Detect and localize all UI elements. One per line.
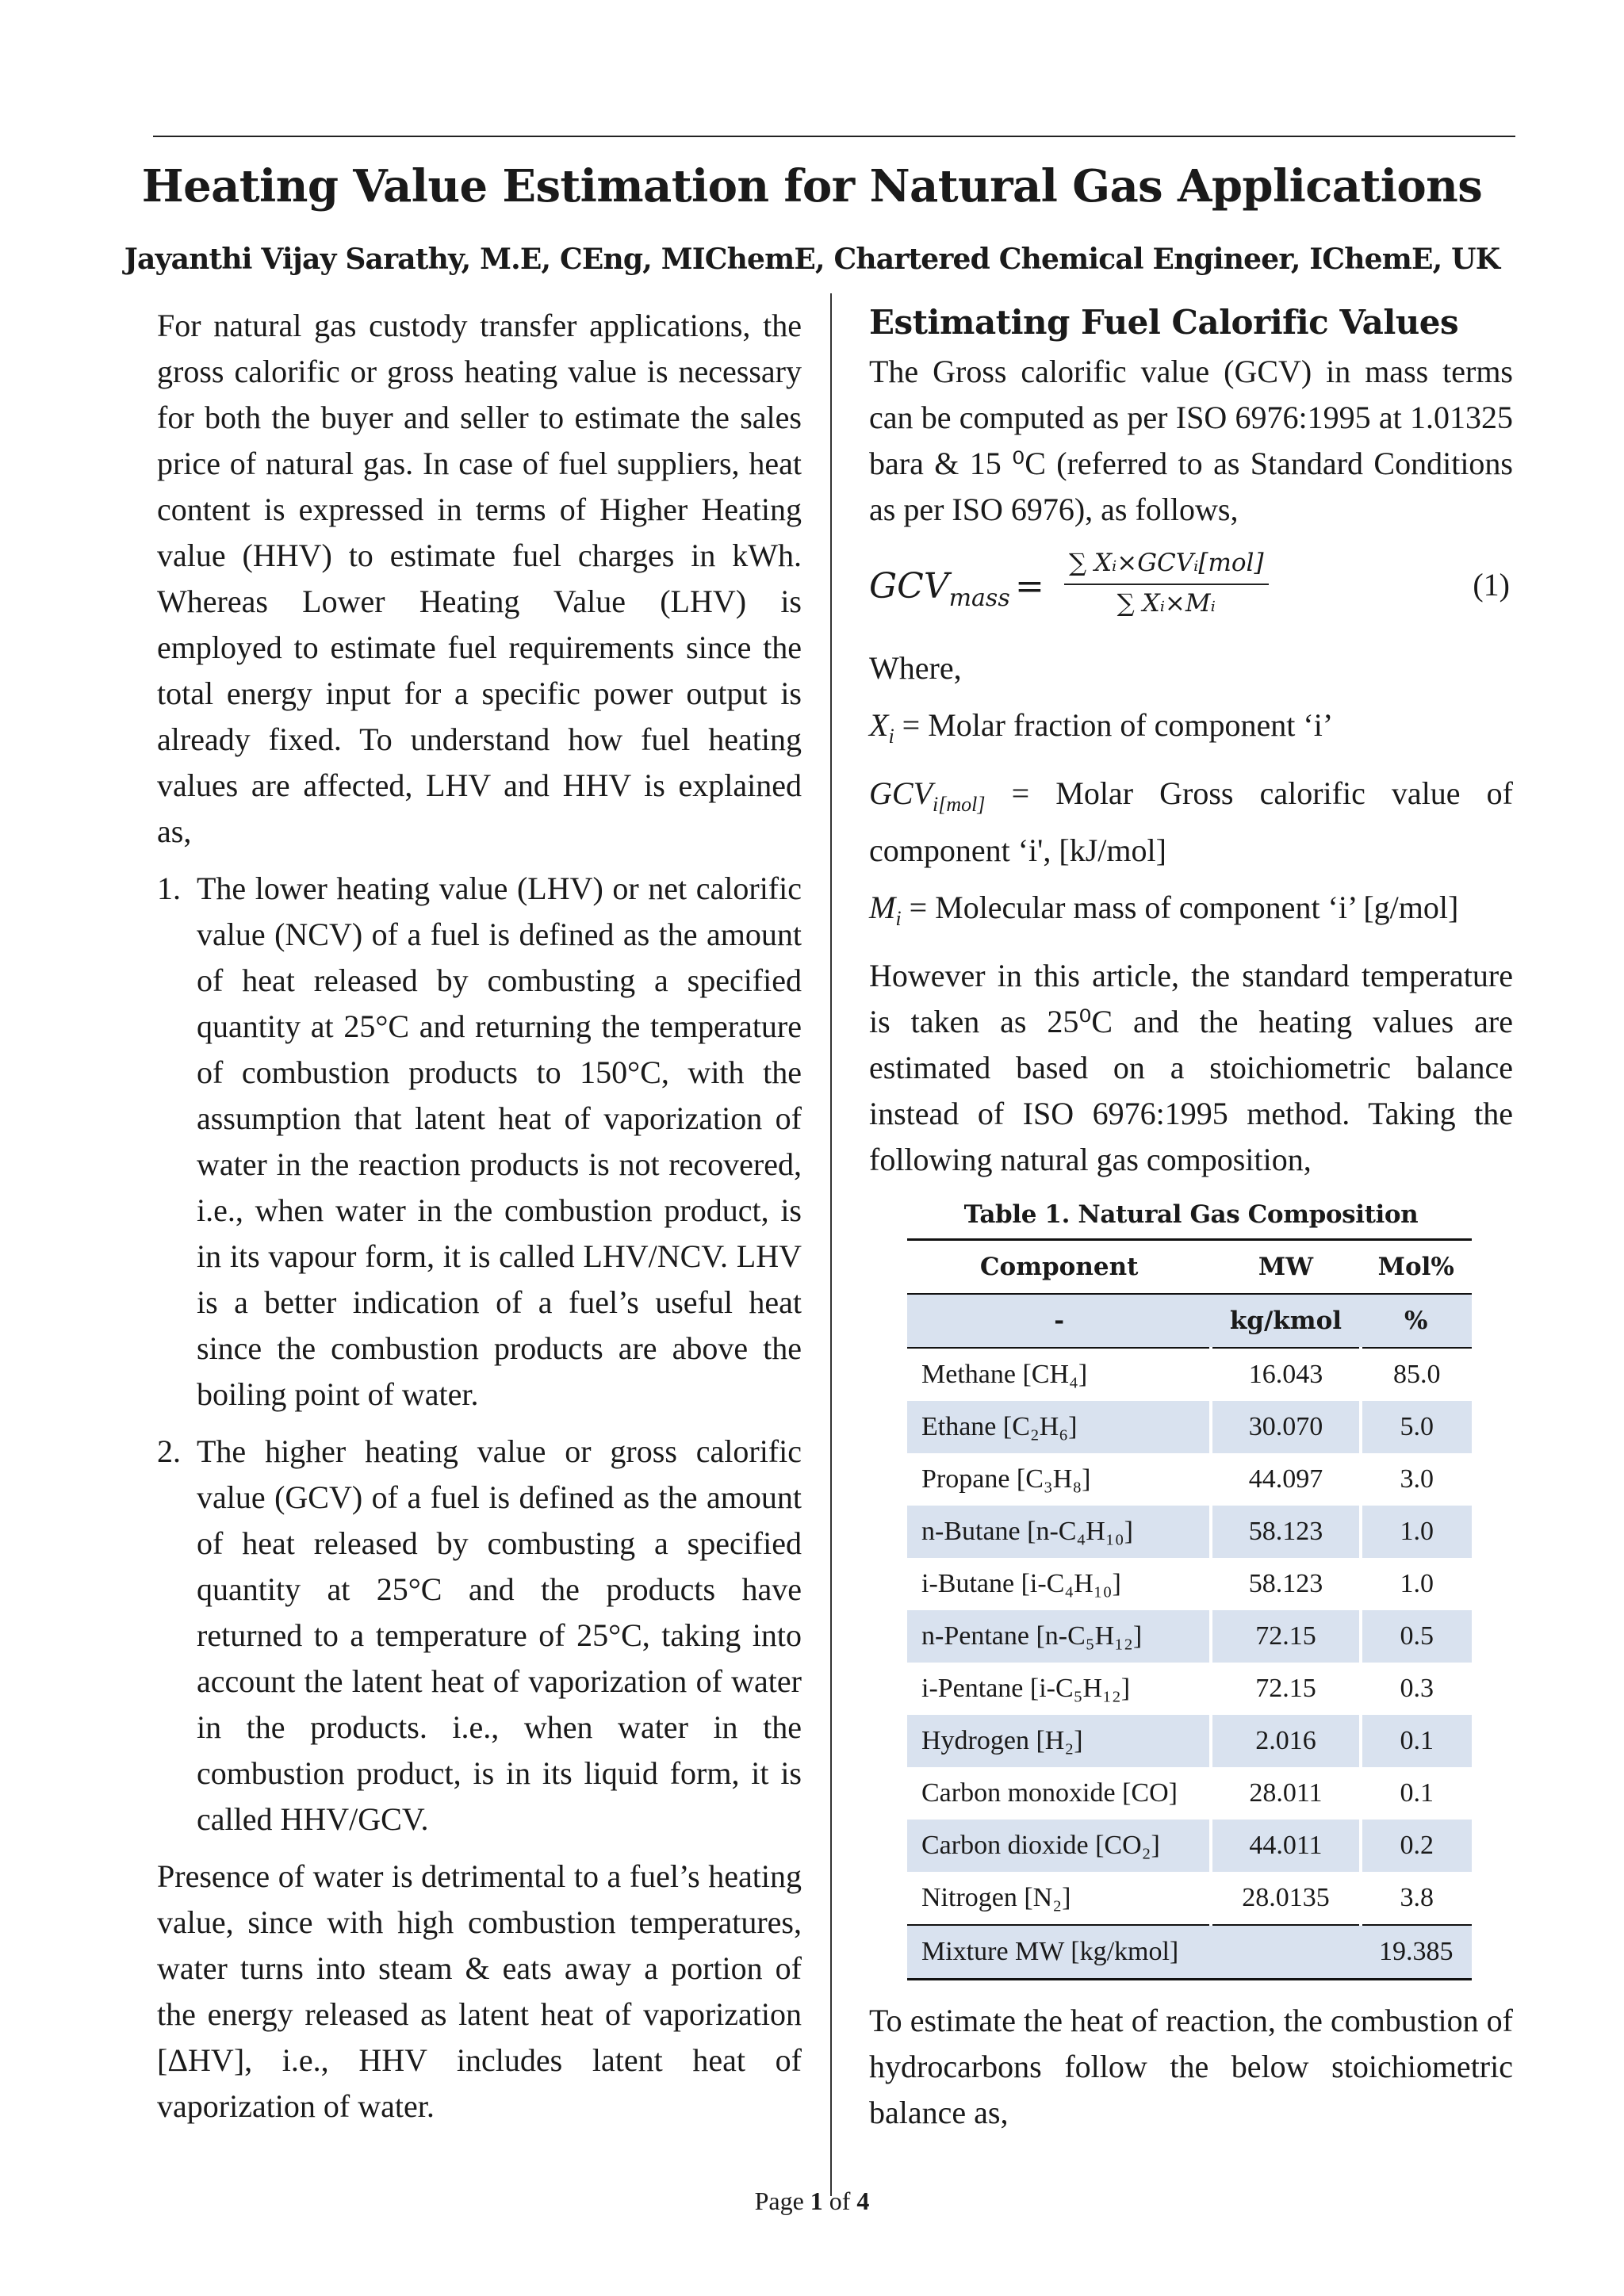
- cell-molpct: 3.0: [1400, 1464, 1434, 1494]
- cell-component: Methane [CH₄]: [907, 1348, 1211, 1401]
- definition-symbol: X: [869, 707, 889, 743]
- table-row: [907, 1872, 1472, 1925]
- cell-molpct: 3.8: [1400, 1883, 1434, 1912]
- equation-number: (1): [1473, 567, 1510, 603]
- composition-table: [907, 1238, 1472, 1980]
- unit-component: -: [907, 1294, 1211, 1348]
- table-row: [907, 1558, 1472, 1610]
- cell-molpct: 85.0: [1393, 1360, 1441, 1389]
- equation-lhs-subscript: mass: [948, 584, 1010, 612]
- unit-mw: kg/kmol: [1211, 1294, 1360, 1348]
- definition-subscript: i[mol]: [933, 793, 986, 816]
- cell-component: Propane [C₃H₈]: [907, 1453, 1211, 1506]
- cell-molpct: 5.0: [1361, 1401, 1472, 1453]
- definition-text: = Molecular mass of component ‘i’ [g/mol]: [901, 890, 1459, 925]
- list-item: [157, 1429, 802, 1843]
- cell-mw: 72.15: [1211, 1610, 1360, 1663]
- definition-symbol: GCV: [869, 775, 933, 811]
- cell-mw: 72.15: [1211, 1663, 1360, 1715]
- cell-component: i-Butane [i-C₄H₁₀]: [907, 1558, 1211, 1610]
- cell-mw: 30.070: [1211, 1401, 1360, 1453]
- cell-mw: 58.123: [1211, 1506, 1360, 1558]
- table-row: [907, 1820, 1472, 1872]
- equation-denominator: ∑ Xᵢ×Mᵢ: [1116, 589, 1216, 618]
- author-line: Jayanthi Vijay Sarathy, M.E, CEng, MIChemE, Chartered Chemical Engineer, IChemE, UK: [124, 243, 1500, 276]
- cell-mw: 2.016: [1211, 1715, 1360, 1767]
- current-page-number: 1: [810, 2187, 823, 2215]
- table-caption: Table 1. Natural Gas Composition: [963, 1200, 1419, 1229]
- cell-molpct: 1.0: [1361, 1506, 1472, 1558]
- left-column: [157, 303, 802, 2141]
- list-item-text: The higher heating value or gross calorific value (GCV) of a fuel is defined as the amount of heat released by combusting a specified quantity at 25°C and the products have returned to a temperature of 25°C, taking into account the latent heat of vaporization of water in the products. i.e., when water in the combustion product, is in its liquid form, it is called HHV/GCV.: [197, 1433, 802, 1837]
- header-rule: [153, 136, 1515, 137]
- table-row: [907, 1715, 1472, 1767]
- equation-1: [869, 545, 1513, 634]
- equation-lhs: [869, 566, 1010, 612]
- table-row: [907, 1453, 1472, 1506]
- cell-mw: 58.123: [1211, 1558, 1360, 1610]
- definition-subscript: i: [888, 725, 894, 748]
- gcv-paragraph: The Gross calorific value (GCV) in mass terms can be computed as per ISO 6976:1995 at 1.01325 bara & 15 ⁰C (referred to as Standard Conditions as per ISO 6976), as follows,: [869, 354, 1513, 527]
- cell-component: Carbon dioxide [CO₂]: [907, 1820, 1211, 1872]
- header-component: Component: [907, 1240, 1211, 1295]
- definition-text: = Molar Gross calorific value of component ‘i', [kJ/mol]: [869, 775, 1513, 868]
- right-column: [869, 300, 1513, 2147]
- definition-subscript: i: [895, 907, 902, 930]
- mixture-mw-label: Mixture MW [kg/kmol]: [907, 1925, 1361, 1980]
- table-row: [907, 1767, 1472, 1820]
- unit-molpct: %: [1361, 1294, 1472, 1348]
- list-item-text: The lower heating value (LHV) or net calorific value (NCV) of a fuel is defined as the amount of heat released by combusting a specified quantity at 25°C and returning the temperature of combustion products to 150°C, with the assumption that latent heat of vaporization of water in the reaction products is not recovered, i.e., when water in the combustion product, is in its vapour form, it is called LHV/NCV. LHV is a better indication of a fuel’s useful heat since the combustion products are above the boiling point of water.: [197, 871, 802, 1412]
- cell-molpct: 0.3: [1400, 1674, 1434, 1703]
- cell-component: Hydrogen [H₂]: [907, 1715, 1211, 1767]
- header-molpct: Mol%: [1361, 1240, 1472, 1295]
- definition-text: = Molar fraction of component ‘i’: [894, 707, 1334, 743]
- where-label: Where,: [869, 650, 962, 686]
- paper-title: Heating Value Estimation for Natural Gas Applications: [141, 160, 1483, 212]
- cell-component: Carbon monoxide [CO]: [907, 1767, 1211, 1820]
- cell-component: Nitrogen [N₂]: [907, 1872, 1211, 1925]
- equation-fraction: [1064, 545, 1269, 622]
- table-row: [907, 1348, 1472, 1401]
- cell-component: n-Butane [n-C₄H₁₀]: [907, 1506, 1211, 1558]
- footer-prefix: Page: [754, 2187, 804, 2215]
- footer-of: of: [829, 2187, 851, 2215]
- cell-component: n-Pentane [n-C₅H₁₂]: [907, 1610, 1211, 1663]
- definition-symbol: M: [869, 890, 896, 925]
- table-header-row: [907, 1240, 1472, 1295]
- equation-lhs-symbol: GCV: [869, 566, 949, 607]
- closing-paragraph: Presence of water is detrimental to a fuel’s heating value, since with high combustion temperatures, water turns into steam & eats away a portion of the energy released as latent heat of vaporization [ΔHV], i.e., HHV includes latent heat of vaporization of water.: [157, 1858, 802, 2124]
- cell-molpct: 0.5: [1361, 1610, 1472, 1663]
- total-page-count: 4: [856, 2187, 870, 2215]
- cell-mw: 44.011: [1211, 1820, 1360, 1872]
- definition-xi: [869, 702, 1513, 760]
- table-row: [907, 1401, 1472, 1453]
- table-row: [907, 1610, 1472, 1663]
- page-footer: [0, 2187, 1624, 2216]
- cell-mw: 28.011: [1211, 1767, 1360, 1820]
- table-row: [907, 1663, 1472, 1715]
- definition-gcvi: [869, 771, 1513, 874]
- cell-component: i-Pentane [i-C₅H₁₂]: [907, 1663, 1211, 1715]
- standard-temperature-paragraph: However in this article, the standard temperature is taken as 25⁰C and the heating values are estimated based on a stoichiometric balance instead of ISO 6976:1995 method. Taking the following natural gas composition,: [869, 958, 1513, 1177]
- table-units-row: [907, 1294, 1472, 1348]
- definition-mi: [869, 885, 1513, 942]
- header-mw: MW: [1211, 1240, 1360, 1295]
- column-divider: [830, 293, 832, 2196]
- cell-molpct: 0.1: [1361, 1715, 1472, 1767]
- list-number: 2.: [157, 1433, 181, 1469]
- cell-component: Ethane [C₂H₆]: [907, 1401, 1211, 1453]
- heat-of-reaction-paragraph: To estimate the heat of reaction, the combustion of hydrocarbons follow the below stoichiometric balance as,: [869, 2003, 1513, 2130]
- list-number: 1.: [157, 871, 181, 906]
- definition-list: [157, 866, 802, 1843]
- cell-mw: 16.043: [1211, 1348, 1360, 1401]
- mixture-mw-value: 19.385: [1361, 1925, 1472, 1980]
- cell-mw: 44.097: [1211, 1453, 1360, 1506]
- table-row: [907, 1506, 1472, 1558]
- intro-paragraph: For natural gas custody transfer applications, the gross calorific or gross heating value is necessary for both the buyer and seller to estimate the sales price of natural gas. In case of fuel suppliers, heat content is expressed in terms of Higher Heating value (HHV) to estimate fuel charges in kWh. Whereas Lower Heating Value (LHV) is employed to estimate fuel requirements since the total energy input for a specific power output is already fixed. To understand how fuel heating values are affected, LHV and HHV is explained as,: [157, 308, 802, 849]
- list-item: [157, 866, 802, 1418]
- cell-molpct: 0.2: [1361, 1820, 1472, 1872]
- cell-molpct: 1.0: [1400, 1569, 1434, 1598]
- equation-equals: =: [1015, 566, 1044, 607]
- equation-numerator: ∑ Xᵢ×GCVᵢ[mol]: [1064, 545, 1269, 585]
- cell-molpct: 0.1: [1400, 1778, 1434, 1808]
- table-footer-row: [907, 1925, 1472, 1980]
- cell-mw: 28.0135: [1211, 1872, 1360, 1925]
- section-heading: Estimating Fuel Calorific Values: [869, 303, 1459, 342]
